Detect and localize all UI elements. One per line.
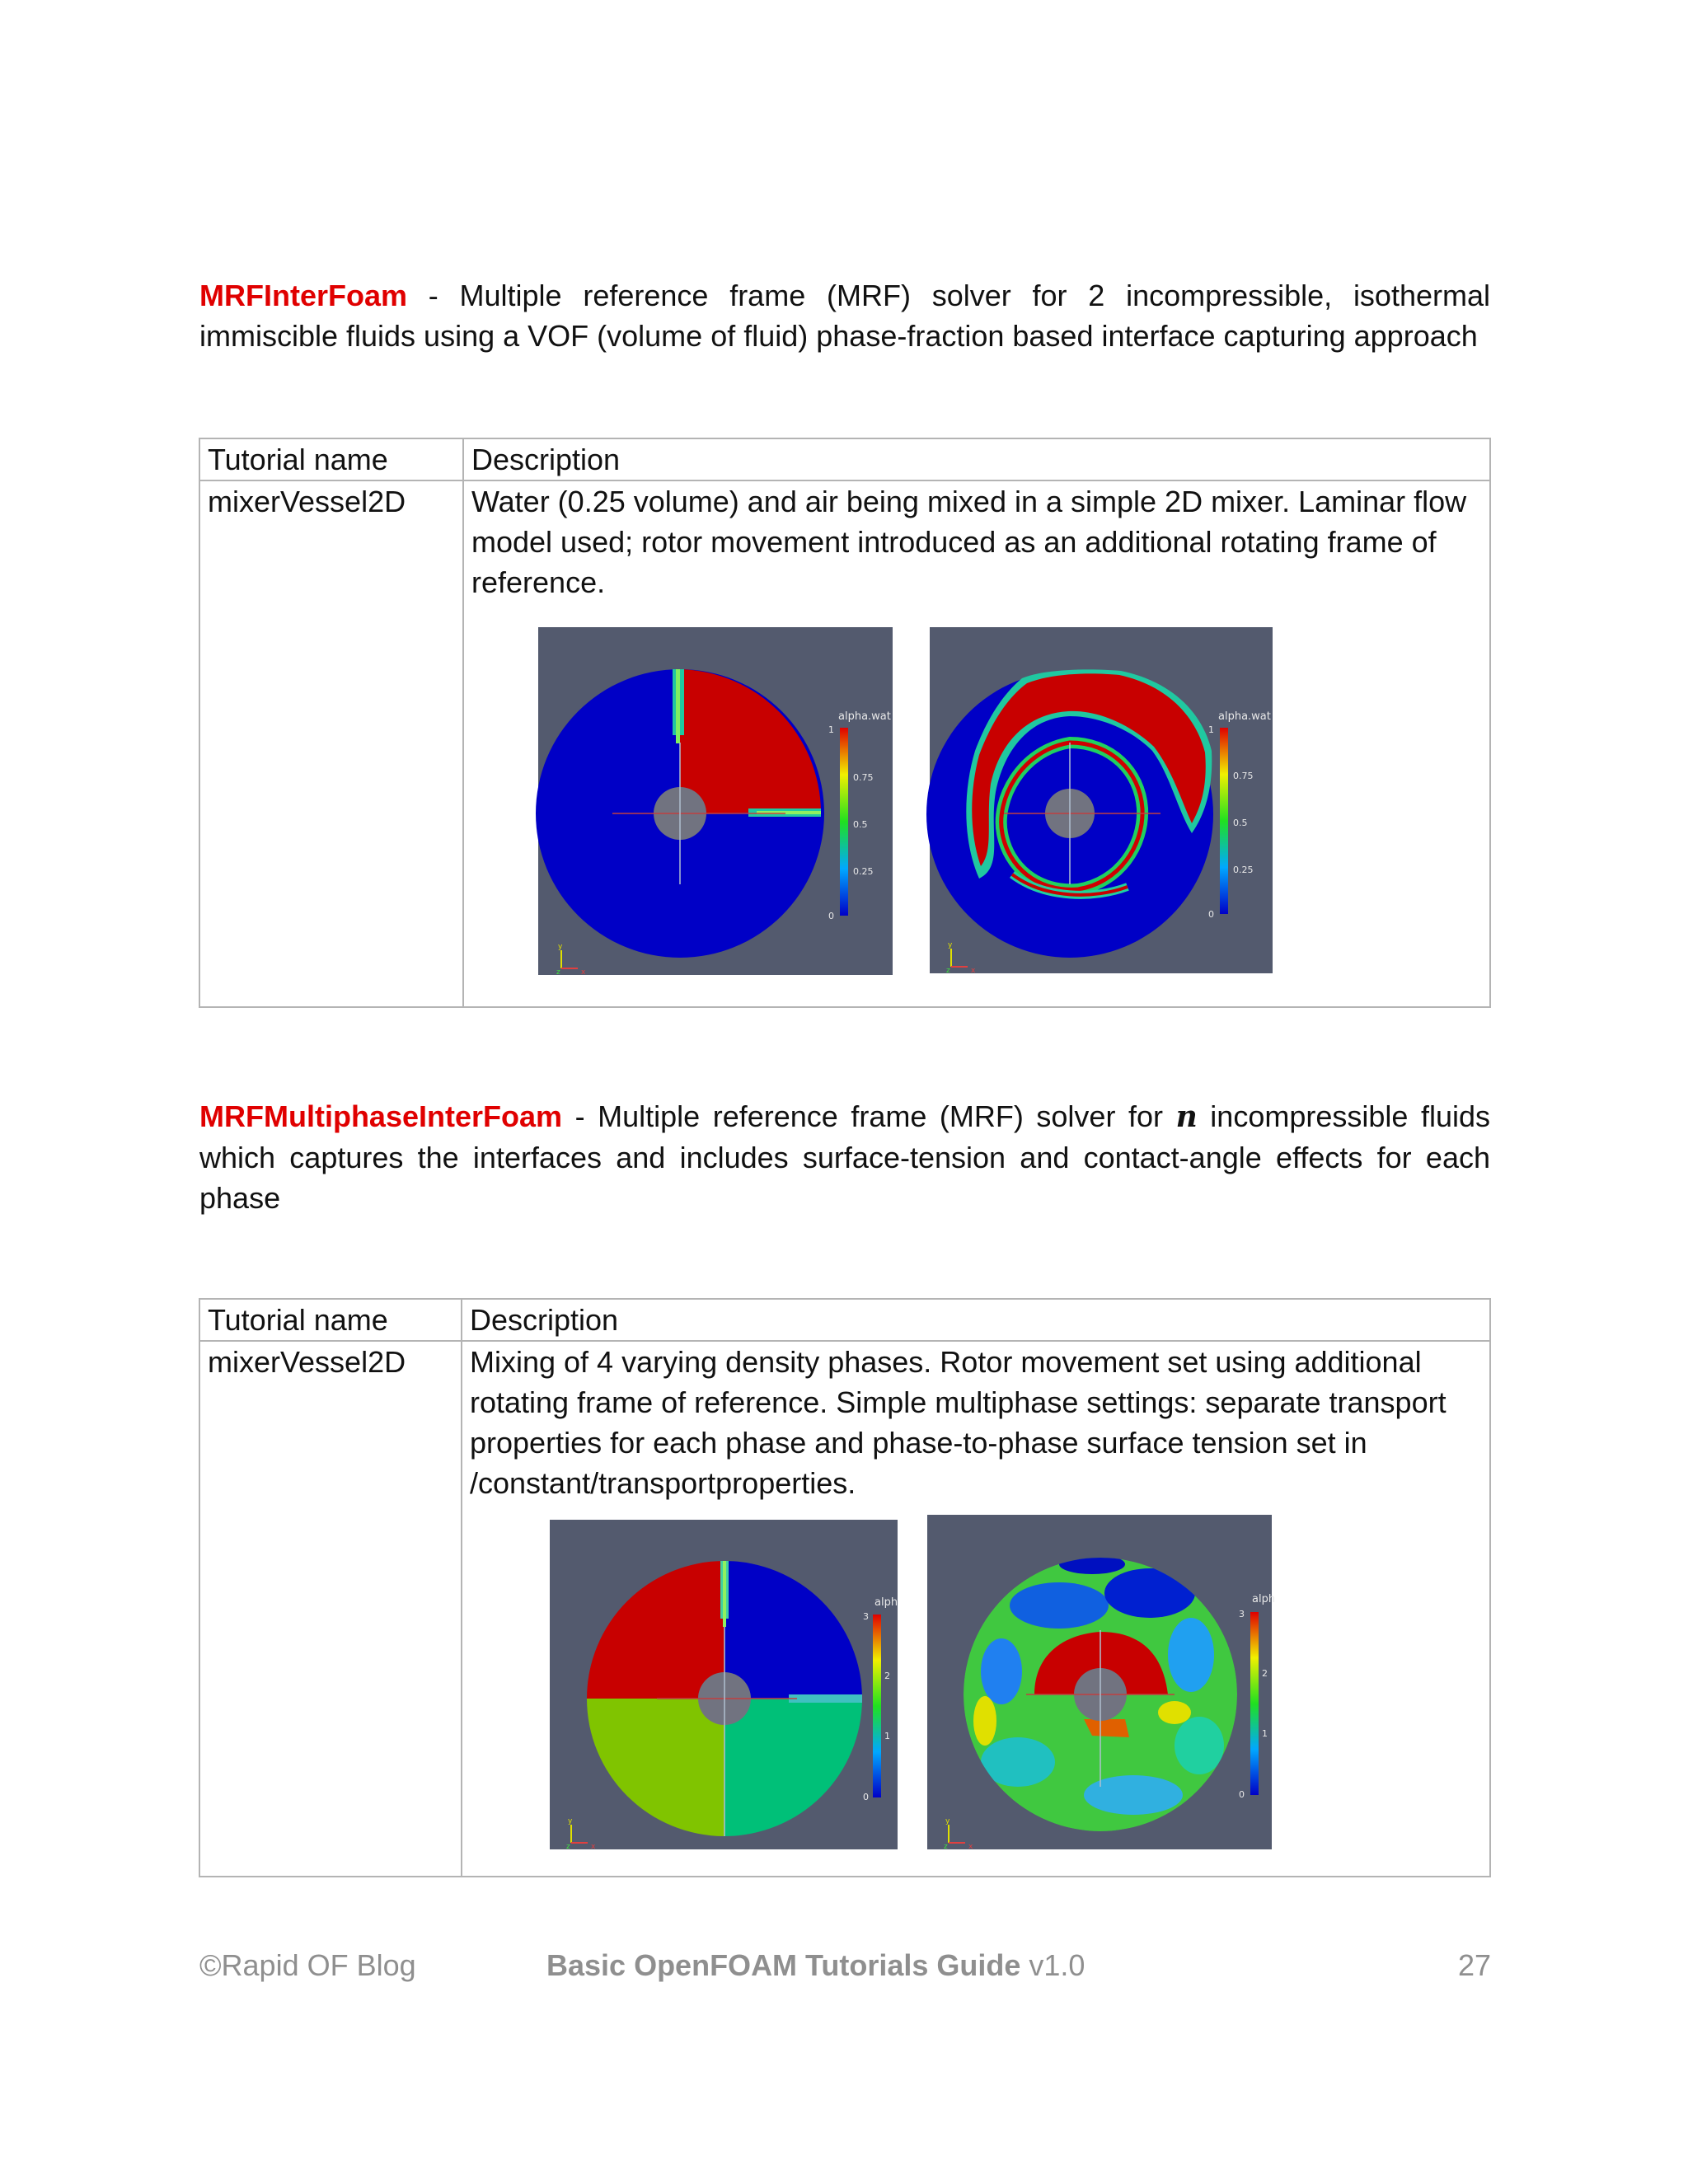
tutorial-description-cell: [462, 1341, 1490, 1877]
footer-copyright: ©Rapid OF Blog: [199, 1948, 416, 1982]
simulation-render-multiphase-mixed: [927, 1515, 1276, 1851]
tutorial-description-text: Mixing of 4 varying density phases. Rotor movement set using additional rotating frame of reference. Simple multiphase settings: separate transport properties for each phase and phase-to-phase surface tension set in /constant/transportproperties.: [470, 1345, 1447, 1500]
column-header-tutorial-name: Tutorial name: [199, 438, 463, 480]
axis-label: y: [945, 1817, 950, 1825]
tutorial-name-cell: mixerVessel2D: [199, 480, 463, 1007]
simulation-render-mixed: [930, 627, 1273, 973]
tutorial-name-cell: mixerVessel2D: [199, 1341, 462, 1877]
table-header-row: [199, 438, 1490, 480]
legend-title: alph: [874, 1596, 898, 1609]
color-legend-bar: [840, 728, 848, 916]
table-row: [199, 480, 1490, 1007]
solver-name: MRFInterFoam: [199, 279, 407, 312]
axis-label: x: [971, 967, 976, 975]
variable-n: n: [1175, 1099, 1198, 1134]
legend-title: alph: [1252, 1593, 1276, 1605]
water-region: [680, 669, 821, 813]
simulation-render-initial: [538, 627, 893, 975]
page-number: 27: [1457, 1948, 1491, 1982]
column-header-tutorial-name: Tutorial name: [199, 1299, 462, 1341]
color-legend-bar: [1250, 1612, 1259, 1795]
tutorial-description-cell: [463, 480, 1490, 1007]
axis-label: z: [566, 1843, 570, 1851]
axis-label: z: [944, 1843, 948, 1851]
footer-document-title: Basic OpenFOAM Tutorials Guide v1.0: [546, 1948, 1085, 1982]
axis-label: y: [948, 941, 953, 949]
axis-label: x: [591, 1843, 596, 1851]
solver-description-mrfinterfoam: MRFInterFoam - Multiple reference frame (MRF) solver for 2 incompressible, isothermal immiscible fluids using a VOF (volume of fluid) phase-fraction based interface capturing approach: [199, 279, 1490, 353]
legend-tick: 3: [863, 1611, 869, 1622]
legend-tick: 0.5: [1233, 818, 1248, 828]
legend-tick: 0.75: [1233, 771, 1254, 781]
legend-tick: 2: [884, 1671, 890, 1681]
column-header-description: Description: [462, 1299, 1490, 1341]
legend-tick: 0.25: [853, 866, 874, 877]
legend-tick: 1: [884, 1731, 890, 1741]
tutorial-description-text: Water (0.25 volume) and air being mixed in a simple 2D mixer. Laminar flow model used; rotor movement introduced as an additional rotating frame of reference.: [471, 485, 1467, 599]
simulation-render-multiphase-initial: [550, 1520, 898, 1849]
legend-tick: 0: [828, 911, 834, 921]
tutorial-table-1: [199, 438, 1491, 1008]
axis-label: x: [968, 1843, 973, 1851]
legend-tick: 1: [1262, 1728, 1268, 1739]
table-row: [199, 1341, 1490, 1877]
tutorial-table-2: [199, 1298, 1491, 1877]
legend-tick: 0.75: [853, 772, 874, 783]
axis-label: z: [946, 967, 950, 975]
result-images: [470, 1503, 1482, 1876]
legend-tick: 3: [1239, 1609, 1245, 1619]
color-legend-bar: [873, 1615, 881, 1797]
axis-label: y: [568, 1817, 573, 1825]
axis-label: z: [556, 968, 560, 977]
solver-name: MRFMultiphaseInterFoam: [199, 1099, 563, 1133]
axis-label: x: [581, 968, 586, 977]
legend-tick: 0.5: [853, 819, 868, 830]
solver-description-mrfmultiphaseinterfoam: MRFMultiphaseInterFoam - Multiple reference frame (MRF) solver for n incompressible fluids which captures the interfaces and includes surface-tension and contact-angle effects for each phase: [199, 1099, 1490, 1215]
axis-label: y: [558, 943, 563, 951]
legend-tick: 1: [828, 724, 834, 735]
legend-tick: 0.25: [1233, 865, 1254, 875]
legend-tick: 2: [1262, 1668, 1268, 1679]
legend-title: alpha.wat: [1218, 710, 1271, 723]
column-header-description: Description: [463, 438, 1490, 480]
legend-tick: 0: [1208, 909, 1214, 920]
color-legend-bar: [1220, 728, 1228, 914]
result-images: [471, 602, 1482, 1006]
legend-tick: 1: [1208, 724, 1214, 735]
table-header-row: [199, 1299, 1490, 1341]
legend-tick: 0: [1239, 1789, 1245, 1800]
legend-title: alpha.wat: [838, 710, 891, 723]
legend-tick: 0: [863, 1792, 869, 1802]
